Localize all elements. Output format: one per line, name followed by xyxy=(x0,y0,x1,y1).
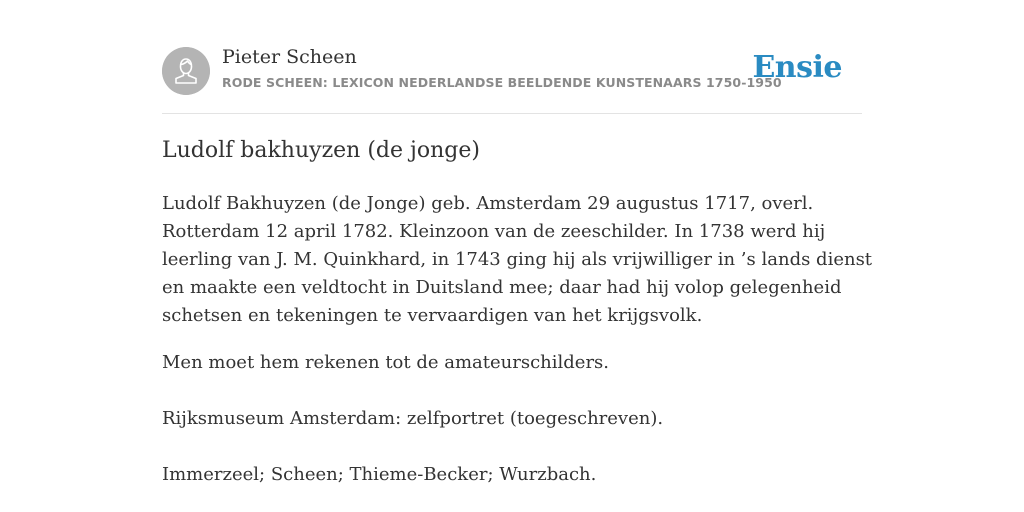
avatar[interactable] xyxy=(162,47,210,95)
user-icon xyxy=(162,47,210,95)
author-name[interactable]: Pieter Scheen xyxy=(222,46,357,68)
paragraph: Ludolf Bakhuyzen (de Jonge) geb. Amsterdam 29 augustus 1717, overl. Rotterdam 12 april 1782. Kleinzoon van de zeeschilder. In 1738 werd hij leerling van J. M. Quinkhard, in 1743 ging hij als vrijwilliger in ’s lands dienst en maakte een veldtocht in Duitsland mee; daar had hij volop gelegenheid schetsen en tekeningen te vervaardigen van het krijgsvolk. xyxy=(162,193,873,326)
divider xyxy=(162,113,862,114)
paragraph: Rijksmuseum Amsterdam: zelfportret (toegeschreven). xyxy=(162,408,664,429)
paragraph: Men moet hem rekenen tot de amateurschilders. xyxy=(162,352,610,373)
paragraph: Immerzeel; Scheen; Thieme-Becker; Wurzbach. xyxy=(162,464,597,485)
source-title[interactable]: RODE SCHEEN: LEXICON NEDERLANDSE BEELDENDE KUNSTENAARS 1750-1950 xyxy=(222,75,782,90)
article-title: Ludolf bakhuyzen (de jonge) xyxy=(162,138,480,163)
brand-logo[interactable]: Ensie xyxy=(752,50,842,85)
header xyxy=(162,46,862,96)
article-body xyxy=(162,190,878,508)
